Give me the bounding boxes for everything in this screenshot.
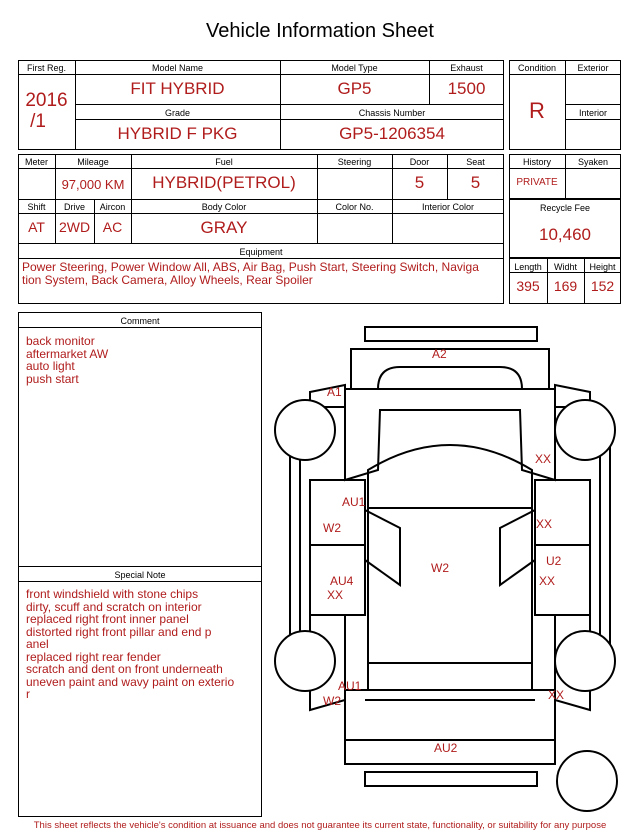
fuel-label: Fuel: [215, 157, 233, 167]
history-label: History: [522, 157, 551, 167]
mark-au4: AU4: [330, 574, 354, 588]
special-note-line: anel: [26, 637, 49, 651]
syaken-label: Syaken: [577, 157, 609, 167]
steering-label: Steering: [337, 157, 372, 167]
right-front-door-shape: [535, 480, 590, 545]
special-note-line: uneven paint and wavy paint on exterio: [26, 674, 235, 689]
grade-value: HYBRID F PKG: [117, 124, 238, 143]
special-note-line: dirty, scuff and scratch on interior: [26, 599, 202, 614]
special-note-line: scratch and dent on front underneath: [26, 662, 223, 676]
drive-value: 2WD: [58, 219, 91, 235]
color-no-label: Color No.: [335, 202, 374, 212]
seat-value: 5: [470, 173, 481, 192]
mark-xx-right-door: XX: [536, 517, 553, 531]
width-label: Widht: [553, 262, 577, 272]
mark-xx-right-rear: XX: [548, 688, 565, 702]
shift-label: Shift: [27, 202, 46, 212]
exterior-label: Exterior: [577, 63, 609, 73]
length-value: 395: [516, 278, 540, 294]
equipment-label: Equipment: [239, 247, 283, 257]
exhaust-label: Exhaust: [450, 63, 483, 73]
door-value: 5: [414, 173, 425, 192]
door-label: Door: [409, 157, 430, 167]
left-rear-wheel-shape: [275, 631, 335, 691]
special-note-line: replaced right front inner panel: [26, 612, 189, 626]
equipment-line: tion System, Back Camera, Alloy Wheels, Rear Spoiler: [22, 272, 313, 287]
chassis-number-label: Chassis Number: [358, 108, 426, 118]
comment-text: [26, 335, 258, 385]
hood-shape: [345, 389, 555, 480]
headlight-line: [378, 367, 522, 389]
first-reg-year: 2016: [25, 90, 68, 111]
special-note-line: replaced right rear fender: [26, 649, 161, 664]
comment-line: aftermarket AW: [26, 346, 109, 361]
exhaust-value: 1500: [447, 79, 486, 98]
length-label: Length: [514, 262, 542, 272]
aircon-label: Aircon: [99, 202, 126, 212]
right-front-wheel-shape: [555, 400, 615, 460]
seat-label: Seat: [466, 157, 485, 167]
first-reg-label: First Reg.: [26, 63, 66, 73]
mark-xx-right-front: XX: [535, 452, 552, 466]
shift-value: AT: [28, 219, 45, 235]
left-front-wheel-shape: [275, 400, 335, 460]
mileage-label: Mileage: [77, 157, 109, 167]
windshield-shape: [368, 445, 532, 508]
recycle-fee-value: 10,460: [539, 225, 591, 244]
fuel-value: HYBRID(PETROL): [152, 173, 296, 192]
roof-shape: [368, 508, 532, 663]
interior-label: Interior: [578, 108, 607, 118]
history-value: PRIVATE: [516, 177, 558, 188]
special-note-line: distorted right front pillar and end p: [26, 624, 212, 639]
special-note-label: Special Note: [114, 570, 166, 580]
mark-a2: A2: [432, 347, 447, 361]
footer-disclaimer: This sheet reflects the vehicle's condition at issuance and does not guarantee its current state, functionality, or suitability for any purpose: [33, 820, 607, 831]
comment-line: push start: [26, 371, 79, 386]
first-reg-month: /1: [30, 111, 46, 132]
trunk-shape: [345, 690, 555, 740]
aircon-value: AC: [102, 219, 123, 235]
left-front-door-shape: [310, 480, 365, 545]
right-rear-wheel-shape: [555, 631, 615, 691]
front-bumper-shape: [365, 327, 537, 341]
width-value: 169: [553, 278, 578, 294]
special-note-line: r: [26, 687, 30, 701]
mark-au1-left-rear: AU1: [338, 679, 362, 693]
body-color-label: Body Color: [201, 202, 247, 212]
equipment-line: Power Steering, Power Window All, ABS, Air Bag, Push Start, Steering Switch, Naviga: [22, 260, 479, 274]
hood-top-shape: [351, 349, 549, 389]
chassis-number-value: GP5-1206354: [339, 124, 445, 143]
interior-color-label: Interior Color: [421, 202, 475, 212]
height-label: Height: [589, 262, 616, 272]
comment-line: auto light: [26, 359, 75, 373]
special-note-line: front windshield with stone chips: [26, 587, 199, 601]
condition-grade: R: [529, 98, 545, 123]
grade-label: Grade: [164, 108, 190, 118]
comment-block: [18, 312, 262, 817]
meter-label: Meter: [24, 157, 48, 167]
mark-w2-left-front: W2: [323, 521, 341, 535]
condition-label: Condition: [517, 63, 557, 73]
mark-u2: U2: [546, 554, 562, 568]
model-type-value: GP5: [337, 79, 372, 98]
model-name-value: FIT HYBRID: [130, 79, 225, 98]
rear-window-shape: [368, 663, 532, 690]
mileage-value: 97,000 KM: [61, 177, 125, 192]
mark-au2: AU2: [434, 741, 458, 755]
mark-xx-right-center: XX: [539, 574, 556, 588]
mark-w2-left-rear: W2: [323, 694, 341, 708]
right-skirt-shape: [600, 430, 610, 655]
mark-au1-left: AU1: [342, 495, 366, 509]
mark-xx-left-center: XX: [327, 588, 344, 602]
left-skirt-shape: [290, 430, 300, 655]
rear-bumper-lower-shape: [365, 772, 537, 786]
spare-wheel-shape: [557, 751, 617, 811]
body-color-value: GRAY: [200, 218, 248, 237]
comment-line: back monitor: [26, 334, 95, 348]
mark-a1: A1: [327, 385, 342, 399]
height-value: 152: [590, 278, 615, 294]
left-pillar-shape: [365, 510, 400, 585]
recycle-fee-label: Recycle Fee: [539, 203, 591, 213]
model-type-label: Model Type: [331, 63, 378, 73]
mark-w2-center: W2: [431, 561, 449, 575]
special-note-text: [26, 588, 258, 701]
equipment-text: [22, 261, 502, 286]
page-title: Vehicle Information Sheet: [206, 20, 434, 42]
drive-label: Drive: [63, 202, 85, 212]
car-damage-diagram: [270, 320, 630, 815]
comment-label: Comment: [120, 316, 160, 326]
right-pillar-shape: [500, 510, 535, 585]
model-name-label: Model Name: [151, 63, 204, 73]
